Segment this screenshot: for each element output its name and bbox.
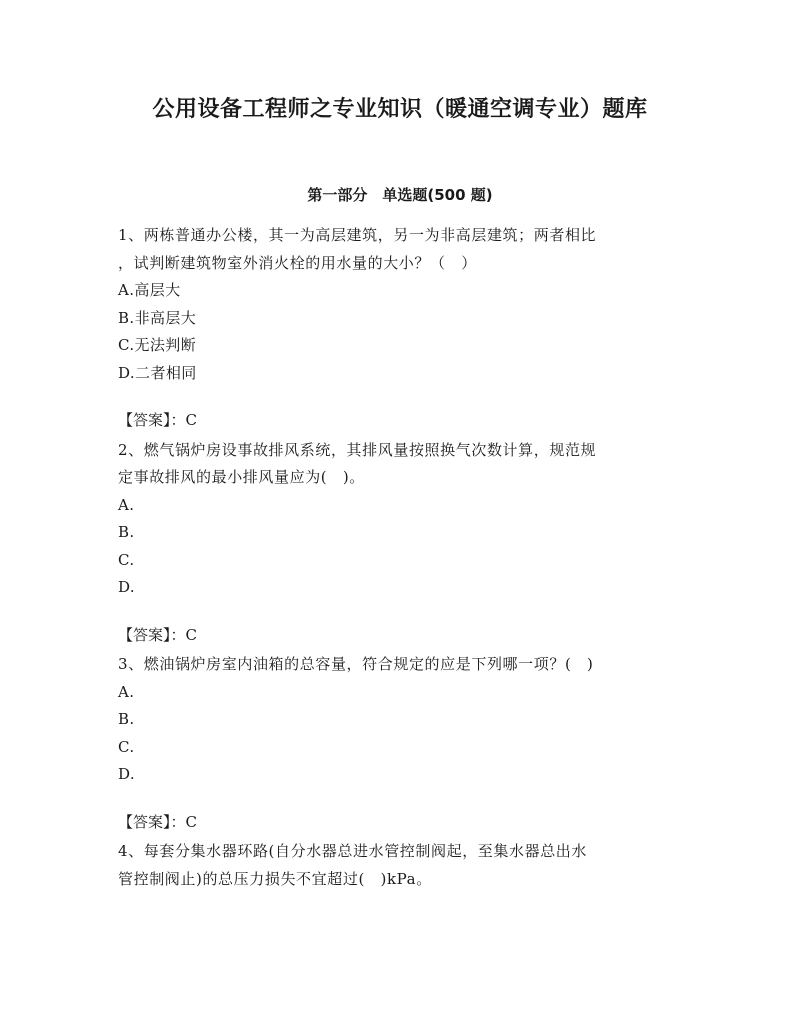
question-stem-line: 4、每套分集水器环路(自分水器总进水管控制阀起，至集水器总出水 <box>118 842 587 860</box>
answer-line <box>118 809 683 837</box>
option-d: D. <box>118 578 136 596</box>
answer-label: 【答案】： <box>118 812 186 831</box>
question-stem-line: 2、燃气锅炉房设事故排风系统，其排风量按照换气次数计算，规范规 <box>118 440 597 459</box>
option-c: C. <box>118 550 135 569</box>
option-d: D. <box>118 765 136 783</box>
option-a: A. <box>118 495 135 514</box>
question-stem <box>118 651 683 679</box>
answer-line <box>118 407 683 435</box>
option-a: A.高层大 <box>118 281 181 299</box>
question-stem-line: 定事故排风的最小排风量应为( )。 <box>118 468 365 486</box>
question-2 <box>118 437 683 650</box>
option-b: B.非高层大 <box>118 308 197 327</box>
section-heading: 第一部分 单选题(500 题) <box>307 186 493 204</box>
question-1 <box>118 222 683 435</box>
answer-value: C <box>185 625 197 644</box>
answer-value: C <box>185 812 197 831</box>
question-stem <box>118 437 683 492</box>
answer-label: 【答案】： <box>118 411 186 429</box>
answer-value: C <box>185 411 197 429</box>
option-a: A. <box>118 682 135 701</box>
option-d: D.二者相同 <box>118 363 197 382</box>
question-stem-line: 管控制阀止)的总压力损失不宜超过( )kPa。 <box>118 869 432 888</box>
question-stem <box>118 222 683 277</box>
option-c: C. <box>118 737 135 756</box>
question-3 <box>118 651 683 836</box>
answer-label: 【答案】： <box>118 625 186 644</box>
question-stem-line: ，试判断建筑物室外消火栓的用水量的大小？（ ） <box>118 253 477 272</box>
question-stem-line: 3、燃油锅炉房室内油箱的总容量，符合规定的应是下列哪一项？( ) <box>118 655 594 673</box>
question-stem-line: 1、两栋普通办公楼，其一为高层建筑，另一为非高层建筑；两者相比 <box>118 226 597 244</box>
document-title: 公用设备工程师之专业知识（暖通空调专业）题库 <box>152 97 648 122</box>
option-c: C.无法判断 <box>118 336 197 354</box>
answer-line <box>118 622 683 650</box>
question-stem <box>118 838 683 893</box>
option-b: B. <box>118 710 135 728</box>
question-4 <box>118 838 683 893</box>
option-b: B. <box>118 523 135 541</box>
question-list <box>118 222 683 893</box>
